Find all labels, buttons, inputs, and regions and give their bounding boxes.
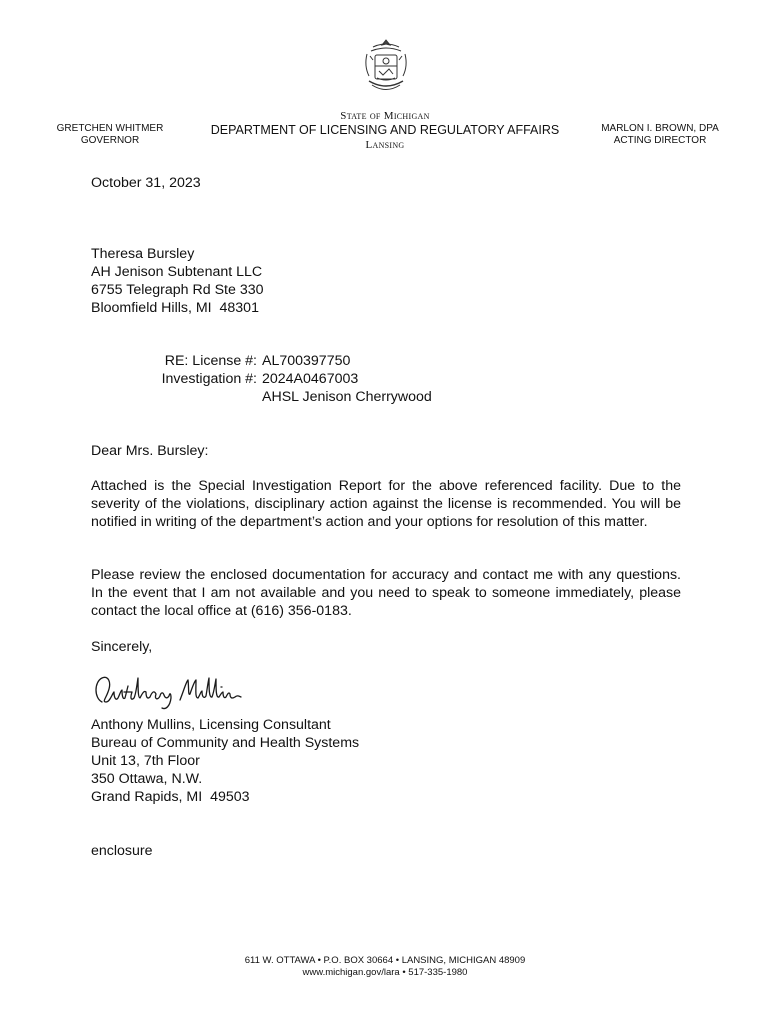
governor-title: GOVERNOR <box>80 135 140 146</box>
signer-line: Grand Rapids, MI 49503 <box>91 789 250 805</box>
facility-name: AHSL Jenison Cherrywood <box>262 389 432 405</box>
footer-address <box>170 955 600 979</box>
state-seal-icon <box>361 38 411 96</box>
state-name: State of Michigan <box>340 110 430 122</box>
signer-line: Anthony Mullins, Licensing Consultant <box>91 717 331 733</box>
footer-line-1: 611 W. OTTAWA • P.O. BOX 30664 • LANSING, MICHIGAN 48909 <box>244 955 526 966</box>
city-name: Lansing <box>365 139 405 151</box>
body-paragraph-1: Attached is the Special Investigation Report for the above referenced facility. Due to the severity of the violations, disciplinary action against the license is recommended. You will be notified in writing of the department’s action and your options for resolution of this matter. <box>91 478 681 530</box>
recipient-line: Bloomfield Hills, MI 48301 <box>91 300 259 316</box>
signer-line: Unit 13, 7th Floor <box>91 753 200 769</box>
governor-block <box>44 123 176 147</box>
re-values <box>262 352 432 406</box>
recipient-address <box>91 245 264 317</box>
department-name: DEPARTMENT OF LICENSING AND REGULATORY AFFAIRS <box>210 123 560 137</box>
salutation: Dear Mrs. Bursley: <box>91 443 209 459</box>
signer-line: 350 Ottawa, N.W. <box>91 771 203 787</box>
director-block <box>592 123 728 147</box>
signer-line: Bureau of Community and Health Systems <box>91 735 360 751</box>
director-name: MARLON I. BROWN, DPA <box>601 123 719 134</box>
closing: Sincerely, <box>91 639 153 655</box>
governor-name: GRETCHEN WHITMER <box>56 123 164 134</box>
recipient-line: 6755 Telegraph Rd Ste 330 <box>91 282 264 298</box>
license-label: RE: License #: <box>164 353 257 369</box>
footer-line-2: www.michigan.gov/lara • 517-335-1980 <box>302 967 468 978</box>
investigation-number: 2024A0467003 <box>262 371 359 387</box>
body-paragraph-2: Please review the enclosed documentation for accuracy and contact me with any questions. In the event that I am not available and you need to speak to someone immediately, please contact the local office at (616) 356-0183. <box>91 567 681 619</box>
re-labels <box>145 352 257 388</box>
letterhead-title <box>190 109 580 152</box>
letter-date: October 31, 2023 <box>91 175 201 191</box>
recipient-line: AH Jenison Subtenant LLC <box>91 264 263 280</box>
recipient-line: Theresa Bursley <box>91 246 195 262</box>
handwritten-signature <box>88 668 258 714</box>
license-number: AL700397750 <box>262 353 351 369</box>
investigation-label: Investigation #: <box>161 371 257 387</box>
director-title: ACTING DIRECTOR <box>613 135 707 146</box>
signer-block <box>91 716 359 806</box>
enclosure-note: enclosure <box>91 843 153 859</box>
